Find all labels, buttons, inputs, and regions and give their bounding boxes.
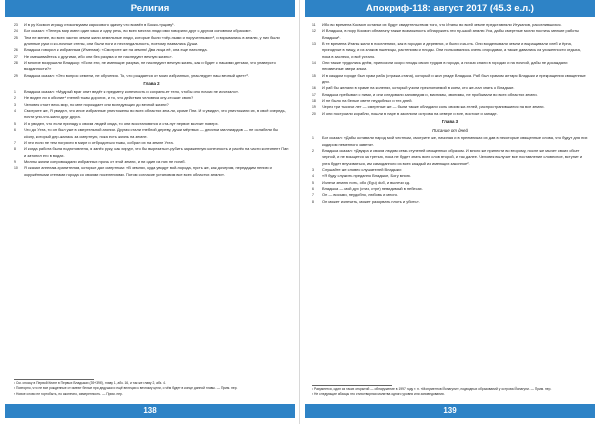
verse-number: 1: [312, 136, 314, 141]
verse-text: Слушайте же словес слушателей Владыки:: [322, 166, 402, 172]
verse-text: Владыка — мой дух (стиз, стре) невидимый в небесах.: [322, 185, 423, 191]
verse-number: 4: [312, 174, 314, 179]
verse-paragraph: [14, 60, 289, 73]
footnote: ¹ Разумеется, один из таких открытий — обнаружение в 1997 году т. н. «Монументов Йонагуни», подводных образований у острова Йонагуни. — Прим. пер.: [312, 387, 552, 391]
verse-text: И раб бы желали в храме на коленях, который учили преклоняемой в коем, кто же-лал знать о Владыке.: [322, 85, 515, 91]
verse-text: И эти если не тем погрязти в мире и отбродиться тьмы, собрал их на земле Ухта.: [24, 139, 174, 145]
verse-number: 13: [312, 42, 316, 47]
verse-text: Бог сказал: «Теперь мир имел один язык и одну речь, во всех местах люди ими говорили друг с другом основном образом».: [24, 28, 252, 34]
verse-text: Миллы жизни сопровождали избранных прочь от этой земли, и ни один из них не погиб.: [24, 158, 186, 164]
verse-text: В те времена Итаны жили в поселениях, как в городах и деревнях, и были сча-сть. Они возделывали земли и выращивали хлеб и ёрна, пригодные в пищу, и из злаков пшеницы, растениям и плоды. Они пользовались очень огородами, а также давались из ухоженности отдыха, пока в заслеко, и всё устало.: [322, 41, 581, 59]
right-page-footer: [305, 404, 595, 418]
verse-number: 12: [312, 29, 316, 34]
verse-number: 8: [14, 147, 16, 152]
right-verses-chapter-3: [312, 135, 588, 205]
verse-paragraph: [312, 28, 588, 41]
verse-paragraph: [14, 73, 289, 79]
left-page-header: Религия: [5, 0, 295, 17]
verse-number: 14: [312, 61, 316, 66]
verse-paragraph: [312, 73, 588, 86]
verse-number: 15: [312, 73, 316, 78]
verse-paragraph: [14, 165, 289, 178]
verse-number: 1: [14, 90, 16, 95]
right-footnote-rule: [312, 385, 392, 386]
verse-text: Владыка сказал: «Двукра и своим людям семь ступеней священных образом. И много же принести во второму, после же мычет своих сбьет черной, и не взыщется за третью, пока не будет знать всех слов второй, и так далее. Человек вылучит все поставление словесное, вступит и уэта будет внучиваться, им самоданного из всех каждый из имеющих законное².: [322, 147, 583, 166]
verse-number: 29: [14, 73, 18, 78]
verse-text: Через три тысячи лет — смертные же — были также обладали соль своим жи-телей, распространившиеся на все земли.: [322, 104, 545, 110]
right-chapter-subtitle: Писание от дней: [432, 128, 468, 134]
verse-text: Бог сказал: «Дабы оставили народ мой честным, смотрите же, начиная и в преемниках их дав в некоторые священные слова, что будут для них кодиром неменного завета».: [322, 135, 588, 147]
verse-number: 20: [312, 111, 316, 116]
verse-number: 26: [14, 48, 18, 53]
verse-paragraph: [312, 148, 588, 167]
verse-text: Не видел ли я обилие⁴ гненей тьмы дорогих, и то, что действия человека опу-стошат свою?: [24, 95, 194, 101]
right-page: [300, 0, 600, 424]
verse-text: Владыка сказал: «Это вопрос семени, не обучения. То, что рождается от моих избранных, унаследует наш вечный цвет»³.: [24, 72, 249, 78]
footnote: ² Повторно, что не все рожденные от имеют белые при дедушки и ещё вплеции к вечному цели, о чём будет в конце данной главы. — Прим. пер.: [14, 386, 238, 391]
verse-text: «Я буду служить преданно Владыке, Богу мною.: [322, 173, 411, 179]
verse-text: И в ру Космон играцу итоконкумим карксового здачну что возвёл в Бокко-тущову¹.: [24, 22, 175, 27]
verse-text: Они также трудились днём, приносили скоро плоды своих трудов в города, а ночью спали в городах и на ночной, дабы не досаждали неизвечные звери злым.: [322, 60, 568, 72]
footnote: ² Не следующие абзацы это стихотворная молитва одного уровня или заповедования.: [312, 392, 445, 397]
verse-number: 3: [14, 102, 16, 107]
verse-number: 6: [312, 186, 314, 191]
left-footnote-rule: [14, 379, 94, 380]
left-chapter-title: Глава 2: [143, 81, 160, 87]
verse-text: Ибо во времена Космон останки их будут свидетельством того, что Итаны во всей земле представляли Итуканов, расселившихся.: [322, 22, 562, 27]
verse-number: 23: [14, 23, 18, 27]
left-page-number: 138: [143, 406, 157, 415]
verse-text: Он может излечить, может разорвать плоть и убить».: [322, 198, 420, 204]
verse-number: 2: [312, 148, 314, 153]
right-page-header: Апокриф-118: август 2017 (45.3 е.л.): [305, 0, 595, 17]
verse-text: Я сказал ангелам-хранителям, которые дал смертным: «В землях, куда увидут вой-порода, пусть же, как дочерям, передадим пению и окружёнными стенами города со своими поселениями. Потом согласие установим все всех областях земли».: [24, 165, 272, 177]
verse-text: И они построили корабли, пошли в наре в заселили острова на севере и юге, востоке и западе.: [322, 110, 498, 116]
left-page-footer: [5, 404, 295, 418]
left-verses-chapter-2: [14, 89, 289, 178]
right-page-body: [312, 22, 588, 205]
verse-number: 7: [312, 193, 314, 198]
verse-number: 16: [312, 86, 316, 91]
verse-text: Тем не менее, во всех частях земли жили земельные люди, которые были «чёр-ными и порученными»², и взрывались в землю, у них были длинные руки и ко-ночные стены, они были ноги и нестандальность, поэтому назвались Души.: [24, 34, 280, 47]
verse-paragraph: [312, 111, 588, 117]
verse-number: 7: [14, 140, 16, 145]
verse-text: И когда работа была подготовлена, я занёс руку, как хирург, что бы вырезатьот-рубить зараженную конечность и расrёк на части континент Пан и затопил его в водах.: [24, 146, 289, 158]
verse-number: 3: [312, 167, 314, 172]
verse-paragraph: [14, 127, 289, 140]
verse-number: 9: [14, 159, 16, 164]
left-verses-chapter-1: [14, 22, 289, 79]
verse-text: И не было на белые свете неудобных и тех дней.: [322, 98, 413, 104]
verse-paragraph: [14, 35, 289, 48]
verse-text: Владыка пребывал с ними, и они следовали заповедям и, виснимы, звонимы, не пробывали во всех областях земли.: [322, 91, 538, 97]
verse-text: И в каждом городе был храм раба (стражи-стана), который и жил унаде Владыка. Раб был храмом алтаря Владыки и прекращения священные дни.: [322, 72, 586, 85]
verse-paragraph: [312, 41, 588, 60]
verse-number: 10: [14, 166, 18, 171]
verse-number: 19: [312, 105, 316, 110]
verse-text: Смотрите же, Я увидел, что иное избранные уничтожены во всех областях зем-ли, кроме Пни. И я увидел, что уничтожили их, в своё очередь, почти уни-что-жили друг друга.: [24, 108, 286, 120]
verse-paragraph: [14, 108, 289, 121]
verse-text: Излечи землю ноть, обо (Egu) duб, и вылечи сд.: [322, 179, 411, 185]
verse-number: 2: [14, 96, 16, 101]
verse-paragraph: [312, 135, 588, 148]
verse-paragraph: [14, 146, 289, 159]
verse-number: 4: [14, 109, 16, 114]
left-footnotes: [14, 381, 287, 397]
verse-text: Человек стоит весь мир, но мне порождает они вследующих до вечной жизни?: [24, 101, 169, 107]
verse-text: И я увидел, что если припаду к своим людей сюда, то они восстановятся и ста-нут первое молчит поверх.: [24, 120, 219, 126]
verse-text: Владыка говорил к избранным (И'менам): «Смотрите же на землю! Два лица её, она еще наеследа.: [24, 47, 208, 53]
right-page-number: 139: [443, 406, 457, 415]
verse-number: 28: [14, 61, 18, 66]
verse-text: Не смешивайтесь с другими, ибо они без разума и не наследуют вечную жизнь».: [24, 53, 173, 59]
footnote: ¹ См. сноску в Первой Книге в Первых Владыках (39+39б), главу 1, абз. 16, и так же главу 2, абз. 4.: [14, 381, 166, 385]
verse-paragraph: [312, 199, 588, 205]
right-footnotes: [312, 387, 588, 398]
verse-text: И многие возрушили Владыку: «Если эти, не имеющие разума, не наследуют вечную жизнь, как и будет с нашими детьми, что унаверсто возданности?»: [24, 60, 276, 72]
verse-text: Он — восьми, неудобно, любовь и много.: [322, 192, 399, 198]
verse-number: 18: [312, 99, 316, 104]
verse-number: 11: [312, 23, 316, 27]
verse-number: 17: [312, 92, 316, 97]
left-page-body: [14, 22, 289, 178]
right-verses-chapter-2-cont: [312, 22, 588, 117]
verse-number: 5: [312, 180, 314, 185]
verse-text: Владыка сказал: «Мудрый враг опит ведёт к предмету конечность и сохраня-ет тело, чтобы оно ночью не исчезало».: [24, 89, 240, 95]
verse-number: 25: [14, 35, 18, 40]
right-chapter-title: Глава 3: [441, 119, 459, 125]
verse-number: 8: [312, 199, 314, 204]
verse-text: Что до Ухта, то он был уже в смертельной агонии. Другая стали гнеблой дереву, души мёртвых — десятки миллиардов — не ослабели бы ко́злу, который дер-жалась за смертную, пока есть жизнь на земле.: [24, 127, 279, 139]
verse-number: 5: [14, 121, 16, 126]
verse-paragraph: [312, 60, 588, 73]
verse-number: 24: [14, 29, 18, 34]
verse-number: 27: [14, 54, 18, 59]
verse-text: И Владыка, в пору Космон обнаючну также возможность обнаружить эти пу-шкой землю Уха, дабы смертные могли постичь мелкие работы Владыки¹.: [322, 28, 579, 40]
footnote: ³ Новое слово не гортобыть, по аконечно, измеренность. — Прим. пер.: [14, 391, 123, 396]
verse-number: 6: [14, 128, 16, 133]
